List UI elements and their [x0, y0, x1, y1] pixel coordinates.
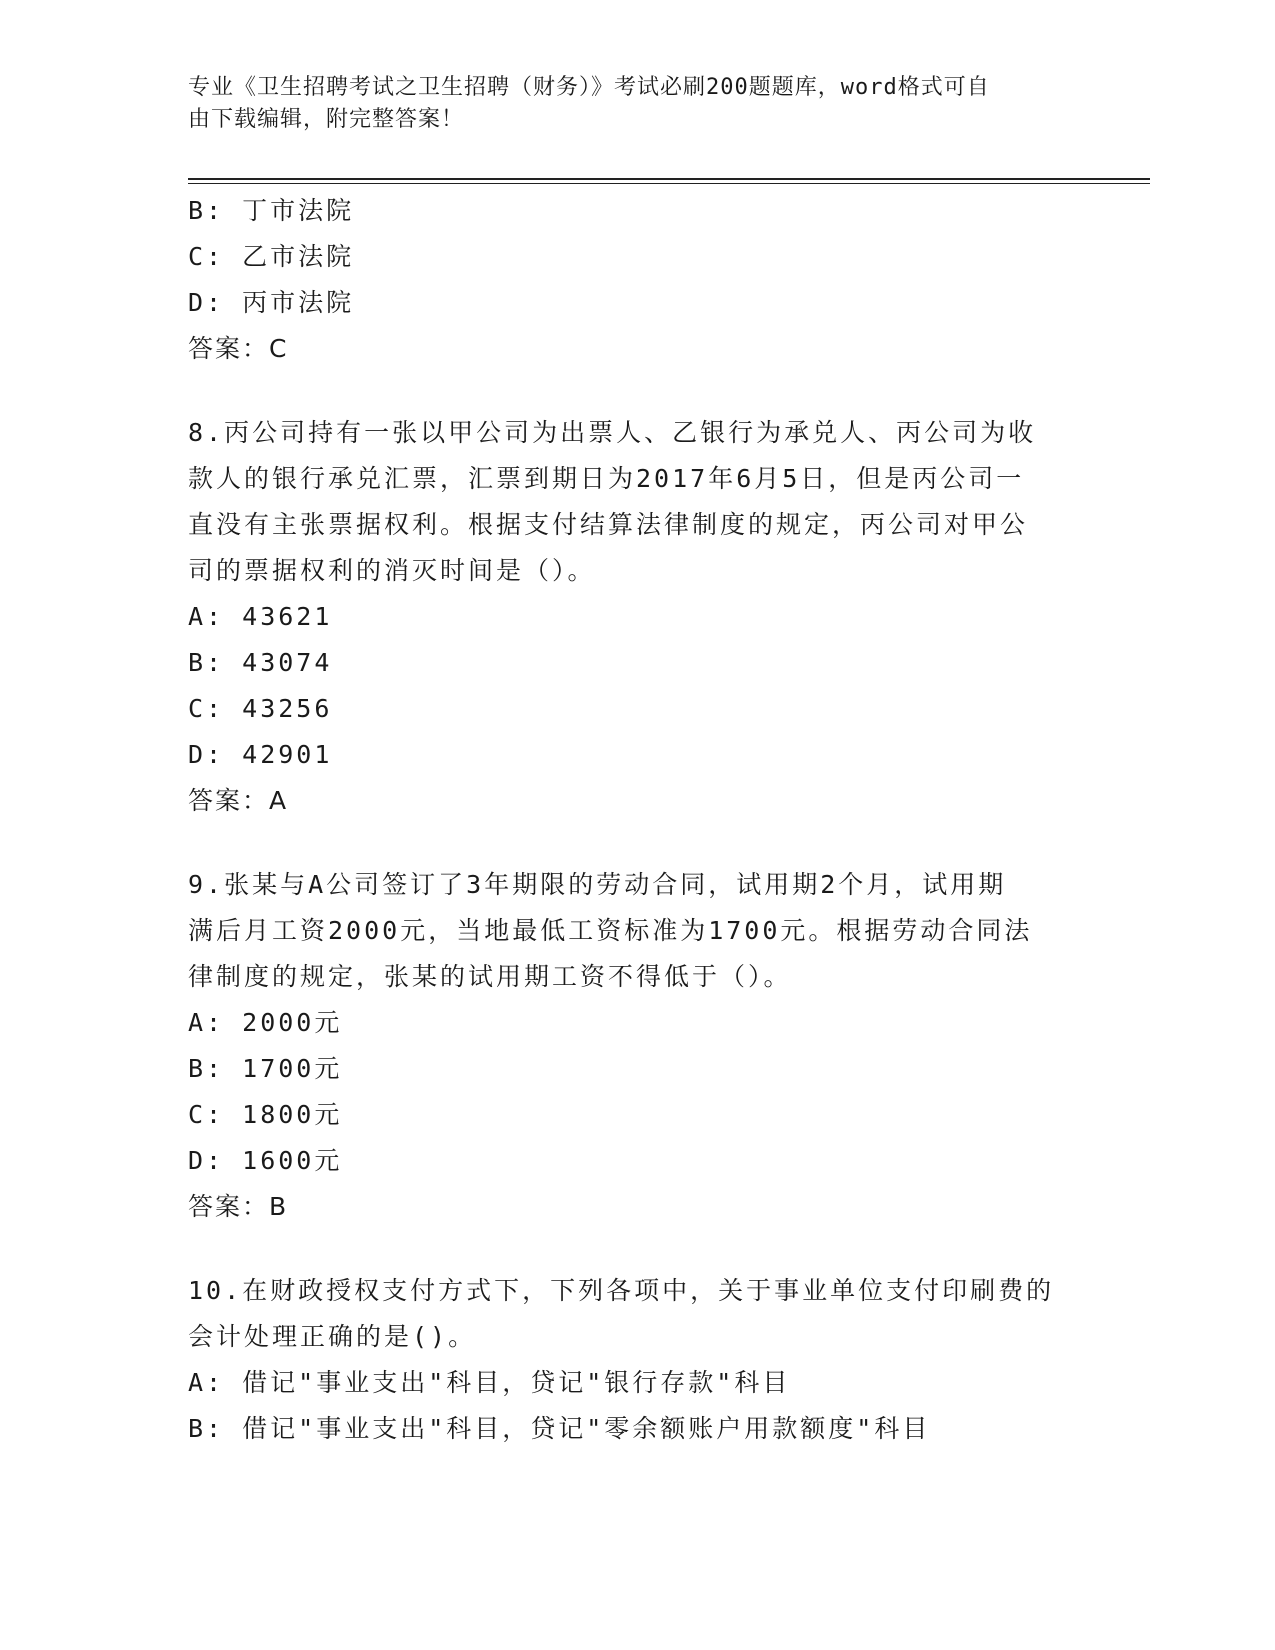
answer-line: 答案：C — [188, 334, 289, 363]
answer-line: 答案：A — [188, 786, 289, 815]
question-text-line: 律制度的规定，张某的试用期工资不得低于（）。 — [188, 962, 792, 991]
option-b: B: 1700元 — [188, 1054, 343, 1083]
option-b: B: 43074 — [188, 648, 333, 677]
option-d: D: 丙市法院 — [188, 288, 355, 317]
header-divider-thin — [188, 183, 1150, 184]
option-a: A: 2000元 — [188, 1008, 343, 1037]
option-d: D: 42901 — [188, 740, 333, 769]
header-divider-thick — [188, 178, 1150, 180]
document-body — [188, 188, 1088, 1452]
question-text-line: 8.丙公司持有一张以甲公司为出票人、乙银行为承兑人、丙公司为收 — [188, 418, 1037, 447]
question-text-line: 10.在财政授权支付方式下，下列各项中，关于事业单位支付印刷费的 — [188, 1276, 1055, 1305]
option-c: C: 乙市法院 — [188, 242, 355, 271]
option-a: A: 43621 — [188, 602, 333, 631]
document-header — [188, 72, 1068, 136]
option-c: C: 43256 — [188, 694, 333, 723]
question-text-line: 会计处理正确的是()。 — [188, 1322, 477, 1351]
spacer — [188, 824, 1088, 862]
header-line-1: 专业《卫生招聘考试之卫生招聘（财务）》考试必刷200题题库，word格式可自 — [188, 75, 990, 100]
question-text-line: 款人的银行承兑汇票，汇票到期日为2017年6月5日，但是丙公司一 — [188, 464, 1025, 493]
question-10 — [188, 1268, 1088, 1452]
option-b: B: 丁市法院 — [188, 196, 355, 225]
spacer — [188, 1230, 1088, 1268]
header-line-2: 由下载编辑，附完整答案！ — [188, 107, 465, 132]
answer-line: 答案：B — [188, 1192, 289, 1221]
question-text-line: 司的票据权利的消灭时间是（）。 — [188, 556, 596, 585]
option-b: B: 借记"事业支出"科目，贷记"零余额账户用款额度"科目 — [188, 1414, 931, 1443]
question-text-line: 直没有主张票据权利。根据支付结算法律制度的规定，丙公司对甲公 — [188, 510, 1029, 539]
question-9 — [188, 862, 1088, 1230]
option-d: D: 1600元 — [188, 1146, 343, 1175]
option-c: C: 1800元 — [188, 1100, 343, 1129]
spacer — [188, 372, 1088, 410]
question-text-line: 满后月工资2000元，当地最低工资标准为1700元。根据劳动合同法 — [188, 916, 1033, 945]
question-continued — [188, 188, 1088, 372]
question-8 — [188, 410, 1088, 824]
question-text-line: 9.张某与A公司签订了3年期限的劳动合同，试用期2个月，试用期 — [188, 870, 1007, 899]
option-a: A: 借记"事业支出"科目，贷记"银行存款"科目 — [188, 1368, 791, 1397]
